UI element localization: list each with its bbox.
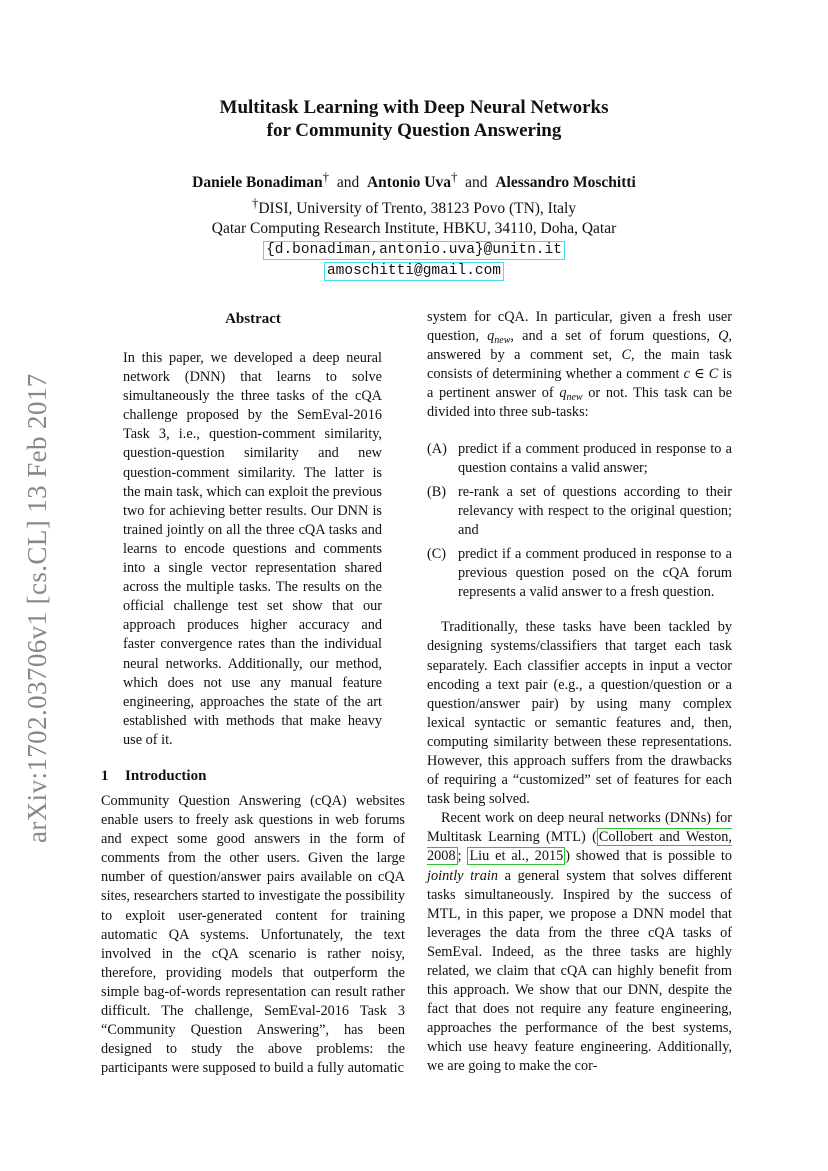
abstract-heading: Abstract: [225, 311, 281, 327]
math-C: C: [621, 347, 632, 364]
affiliation-2: Qatar Computing Research Institute, HBKU, 34110, Doha, Qatar: [211, 220, 617, 238]
math-q-new: $q_{new}$: [559, 385, 583, 404]
subtask-list: [427, 440, 732, 603]
math-q-new: $q_{new}$: [487, 328, 511, 347]
subtask-item: (C) predict if a comment produced in response to a previous question posed on the cQA forum represents a valid answer to a fresh question.: [427, 546, 732, 601]
author-3: Alessandro Moschitti: [495, 174, 636, 192]
title-line-1: Multitask Learning with Deep Neural Networks: [219, 97, 609, 118]
subtask-item: (A) predict if a comment produced in response to a question contains a valid answer;: [427, 440, 732, 476]
author-2: Antonio Uva: [366, 174, 451, 192]
right-paragraph-3: Recent work on deep neural networks (DNNs) for Multitask Learning (MTL) ( Collobert and Weston, 2008 ; Liu et al., 2015 ) showed that is possible to jointly train a general system that solves different tasks simultaneously. Inspired by the success of MTL, in this paper, we propose a DNN model that leverages the data from the three cQA tasks of SemEval. Indeed, as the three tasks are highly related, we claim that cQA can highly benefit from this approach. We show that our DNN, despite the fact that does not require any feature engineering, approaches the performance of the best systems, which use heavy feature engineering. Additionally, we are going to make the cor-: [427, 810, 732, 1075]
author-names: Daniele Bonadiman† and Antonio Uva† and Alessandro Moschitti: [192, 169, 636, 192]
subtask-item: (B) re-rank a set of questions according to their relevancy with respect to the original question; and: [427, 483, 732, 538]
author-block: [0, 167, 828, 281]
citation-link-collobert[interactable]: Collobert and Weston, 2008: [427, 829, 732, 865]
section-number: 1: [101, 767, 109, 784]
right-column: [427, 308, 732, 1077]
email-link-1[interactable]: {d.bonadiman,antonio.uva}@unitn.it: [263, 241, 565, 260]
abstract-text: In this paper, we developed a deep neural network (DNN) that learns to solve simultaneously the three tasks of the cQA challenge proposed by the SemEval-2016 Task 3, i.e., question-comment similarity, question-question similarity and new question-comment similarity. The latter is the main task, which can exploit the previous two for achieving better results. Our DNN is trained jointly on all the three cQA tasks and learns to encode questions and comments into a single vector representation shared across the multiple tasks. The results on the official challenge test set show that our approach produces higher accuracy and faster convergence rates than the individual neural networks. Additionally, our method, which does not use any manual feature engineering, approaches the state of the art established with methods that make heavy use of it.: [123, 350, 382, 748]
math-Q: Q: [718, 328, 729, 345]
paper-title: [0, 96, 828, 142]
author-1: Daniele Bonadiman: [192, 174, 323, 192]
emphasis-jointly-train: jointly train: [427, 867, 498, 884]
email-link-2[interactable]: amoschitti@gmail.com: [324, 262, 504, 281]
title-line-2: for Community Question Answering: [266, 120, 562, 141]
citation-link-liu[interactable]: Liu et al., 2015: [469, 848, 564, 865]
right-paragraph-1: system for cQA. In particular, given a fresh user question, $q_{new}$, and a set of forum questions, Q, answered by a comment set, C, the main task consists of determining whether a comment c ∈ C is a pertinent answer of $q_{new}$ or not. This task can be divided into three sub-tasks:: [427, 309, 733, 421]
left-column: [101, 308, 405, 1078]
intro-paragraph-1: Community Question Answering (cQA) websites enable users to freely ask questions in web forums and expect some good answers in the form of comments from the other users. Given the large number of question/answer pairs available on cQA sites, researchers started to investigate the possibility to exploit user-generated content for training automatic QA systems. Unfortunately, the text involved in the cQA scenario is rather noisy, therefore, providing models that outperform the simple bag-of-words representation can result rather difficult. The challenge, SemEval-2016 Task 3 “Community Question Answering”, has been designed to study the above problems: the participants were supposed to build a fully automatic: [101, 792, 405, 1077]
math-c-in-C: c ∈ C: [683, 366, 719, 383]
arxiv-stamp: arXiv:1702.03706v1 [cs.CL] 13 Feb 2017: [22, 373, 52, 843]
section-heading-introduction: 1 Introduction: [101, 765, 405, 787]
right-paragraph-2: Traditionally, these tasks have been tackled by designing systems/classifiers that target each task separately. Each classifier accepts in input a vector encoding a text pair (e.g., a question/question or a question/answer pair) by using many complex lexical syntactic or semantic features and, then, computing similarity between these representations. However, this approach suffers from the drawbacks of requiring a “customized” set of features for each task being solved.: [427, 619, 732, 808]
affiliation-1: †DISI, University of Trento, 38123 Povo (TN), Italy: [251, 195, 577, 218]
